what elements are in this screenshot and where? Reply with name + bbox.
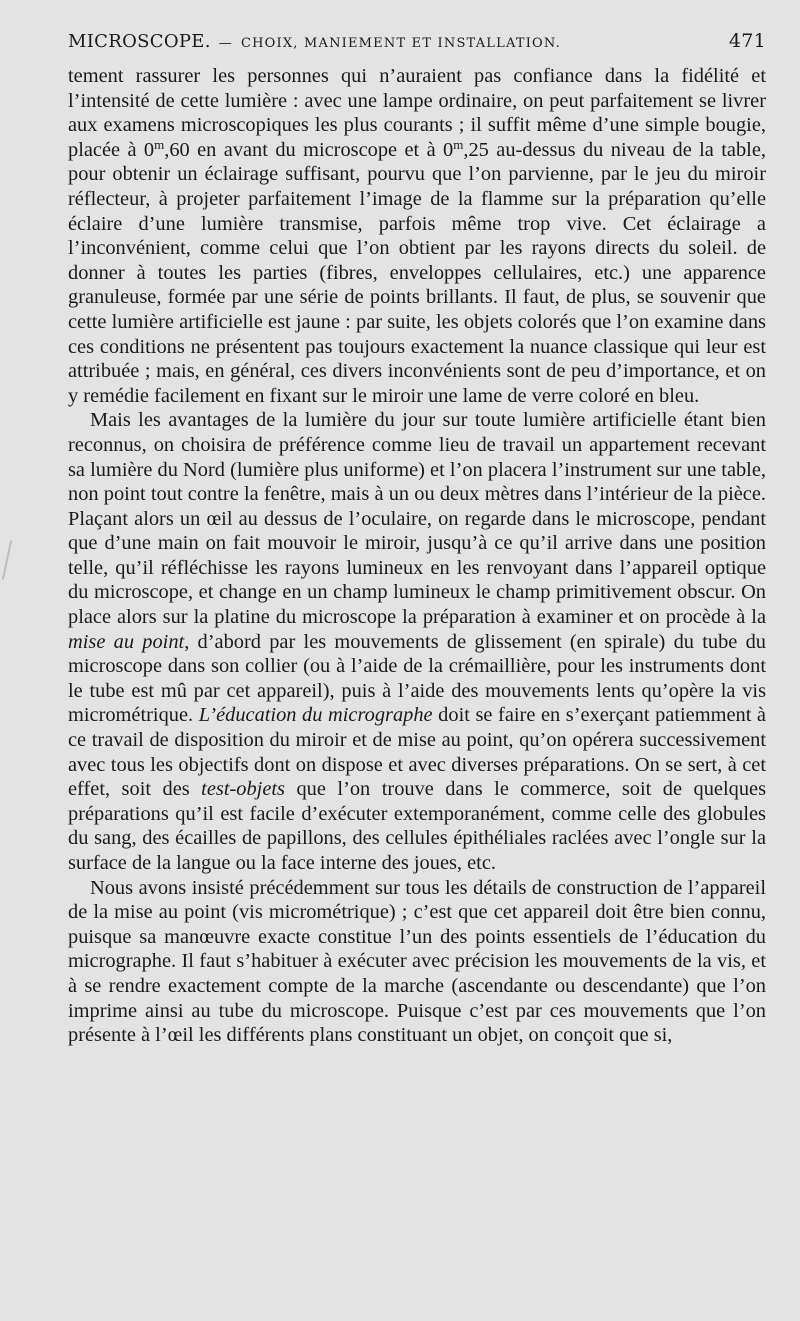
scan-mark: [2, 540, 12, 580]
text-segment: ,60 en avant du microscope et à 0: [164, 138, 454, 161]
superscript: m: [154, 136, 165, 152]
page-body: [68, 64, 766, 1048]
text-segment: , d’abord par les mouvements de glissement (en spirale) du tube du microscope dans son collier (ou à l’aide de la crémaillière, pour les instruments dont le tube est mû par cet appareil), puis à l’aide des mouvements lents qu’opère la vis micrométrique.: [68, 630, 766, 727]
text-segment: ,25 au-dessus du niveau de la table, pour obtenir un éclairage suffisant, pourvu que l’on parvienne, par le jeu du miroir réflecteur, à projeter parfaitement l’image de la flamme sur la préparation qu’elle éclaire d’une lumière transmise, parfois même trop vive. Cet éclairage a l’inconvénient, comme celui que l’on obtient par les rayons directs du soleil. de donner à toutes les parties (fibres, enveloppes cellulaires, etc.) une apparence granuleuse, formée par une série de points brillants. Il faut, de plus, se souvenir que cette lumière artificielle est jaune : par suite, les objets colorés que l’on examine dans ces conditions ne présentent pas toujours exactement la nuance classique qui leur est attribuée ; mais, en général, ces divers inconvénients sont de peu d’importance, et on y remédie facilement en fixant sur le miroir une lame de verre coloré en bleu.: [68, 138, 766, 407]
running-head-subtitle: CHOIX, MANIEMENT ET INSTALLATION.: [240, 36, 561, 51]
italic-text: test-objets: [201, 778, 285, 801]
page-number: 471: [728, 30, 766, 52]
running-head: [68, 30, 766, 64]
text-segment: Mais les avantages de la lumière du jour sur toute lumière artificielle étant bien reconnus, on choisira de préférence comme lieu de travail un appartement recevant sa lumière du Nord (lumière plus uniforme) et l’on placera l’instrument sur une table, non point tout contre la fenêtre, mais à un ou deux mètres dans l’intérieur de la pièce. Plaçant alors un œil au dessus de l’oculaire, on regarde dans le microscope, pendant que d’une main on fait mouvoir le miroir, jusqu’à ce qu’il arrive dans une position telle, qu’il réfléchisse les rayons lumineux en les renvoyant dans l’appareil optique du microscope, et change en un champ lumineux le champ primitivement obscur. On place alors sur la platine du microscope la préparation à examiner et on procède à la: [68, 409, 766, 629]
text-segment: tement rassurer les personnes qui n’auraient pas confiance dans la fidélité et l’intensité de cette lumière : avec une lampe ordinaire, on peut parfaitement se livrer aux examens microscopiques les plus courants ; il suffit même d’une simple bougie, placée à 0: [68, 65, 766, 161]
superscript: m: [453, 136, 464, 152]
text-segment: doit se faire en s’exerçant patiemment à ce travail de disposition du miroir et de mise au point, qu’on opérera successivement avec tous les objectifs dont on dispose et avec diverses préparations. On se sert, à cet effet, soit des: [68, 704, 766, 801]
italic-text: mise au point: [68, 630, 185, 653]
paragraph: [68, 408, 766, 875]
paragraph: [68, 64, 766, 408]
running-head-dash: —: [218, 36, 233, 51]
text-segment: Nous avons insisté précédemment sur tous les détails de construction de l’appareil de la mise au point (vis micrométrique) ; c’est que cet appareil doit être bien connu, puisque sa manœuvre exacte constitue l’un des points essentiels de l’éducation du micrographe. Il faut s’habituer à exécuter avec précision les mouvements de la vis, et à se rendre exactement compte de la marche (ascendante ou descendante) que l’on imprime ainsi au tube du microscope. Puisque c’est par ces mouvements que l’on présente à l’œil les différents plans constituant un objet, on conçoit que si,: [68, 876, 766, 1047]
text-segment: que l’on trouve dans le commerce, soit de quelques préparations qu’il est facile d’exécuter extemporanément, comme celle des globules du sang, des écailles de papillons, des cellules épithéliales raclées avec l’ongle sur la surface de la langue ou la face interne des joues, etc.: [68, 778, 767, 874]
running-head-title: MICROSCOPE.: [68, 31, 211, 52]
paragraph: [68, 876, 766, 1048]
italic-text: L’éducation du micrographe: [198, 704, 433, 727]
